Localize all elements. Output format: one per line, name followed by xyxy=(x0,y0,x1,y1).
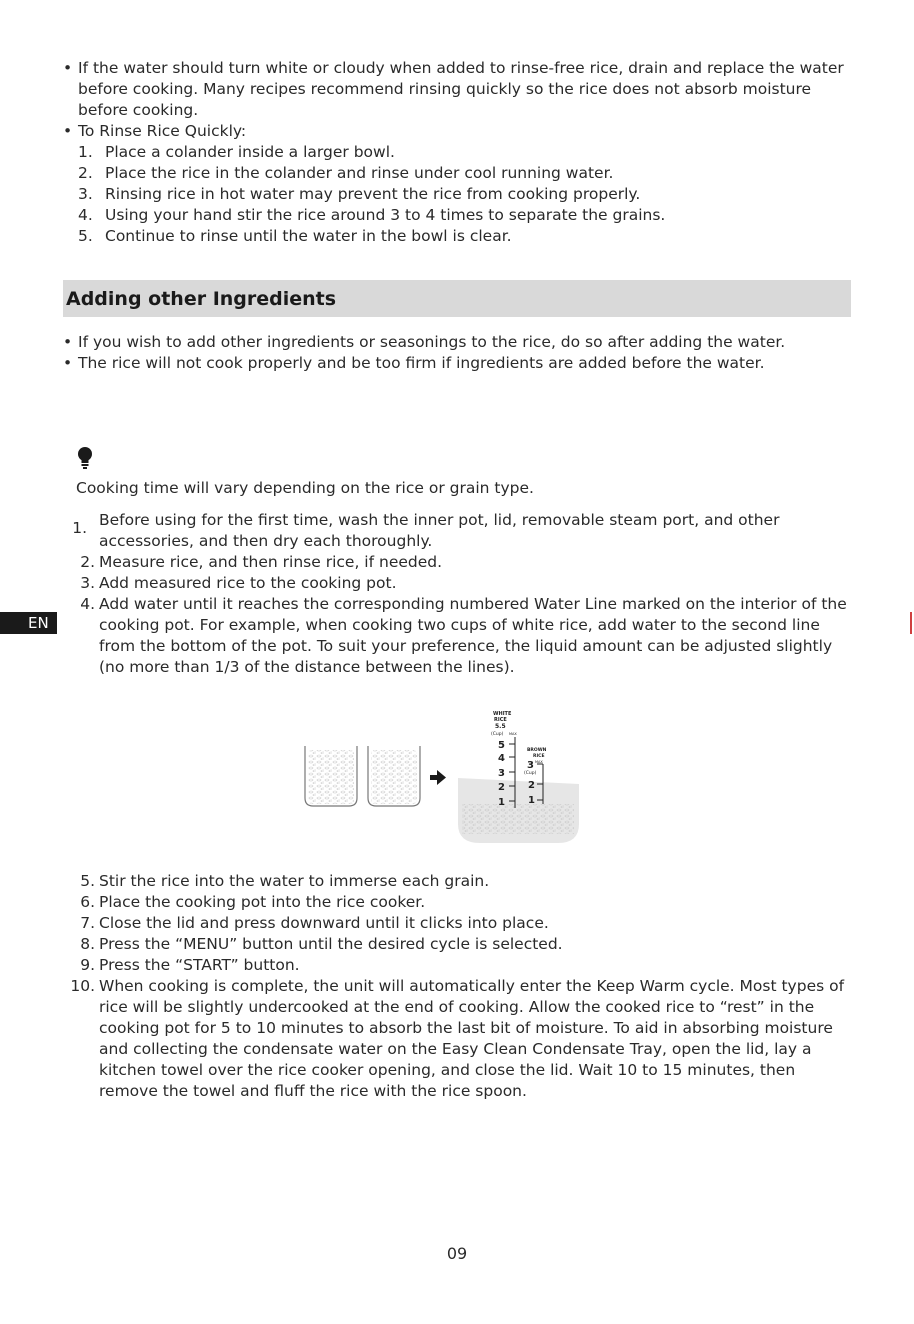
language-tab: EN xyxy=(0,612,57,634)
step-item: 7. Close the lid and press downward until it clicks into place. xyxy=(80,914,549,932)
steps-part-1 xyxy=(63,510,855,678)
rinse-bullet-1: • If the water should turn white or cloudy when added to rinse-free rice, drain and replace the water before cooking. Many recipes recommend rinsing quickly so the rice does not absorb moisture before cooking. xyxy=(63,59,844,119)
cooking-pot xyxy=(458,778,579,843)
brown-line-label: 2 xyxy=(528,780,535,791)
step-item: 1. Before using for the first time, wash the inner pot, lid, removable steam port, and other accessories, and then dry each thoroughly. xyxy=(72,511,780,550)
steps-part-2 xyxy=(63,871,855,1102)
white-max-value: 5.5 xyxy=(495,723,506,730)
step-item: 4. Add water until it reaches the corresponding numbered Water Line marked on the interior of the cooking pot. For example, when cooking two cups of white rice, add water to the second line from the bottom of the pot. To suit your preference, the liquid amount can be adjusted slightly (no more than 1/3 of the distance between the lines). xyxy=(80,595,847,676)
water-line-illustration xyxy=(300,706,585,848)
rinse-step: 1. Place a colander inside a larger bowl. xyxy=(78,143,395,161)
step-item: 9. Press the “START” button. xyxy=(80,956,300,974)
arrow-right-icon xyxy=(430,770,446,785)
rinse-section xyxy=(63,58,853,247)
white-line-label: 3 xyxy=(498,768,505,779)
ingredients-section xyxy=(63,332,853,374)
brown-line-label: 1 xyxy=(528,795,535,806)
white-cup-label: (Cup) xyxy=(491,732,504,737)
section-title: Adding other Ingredients xyxy=(66,288,337,310)
white-line-label: 1 xyxy=(498,797,505,808)
brown-max-value: 3 xyxy=(527,760,534,771)
white-rice-label-2: RICE xyxy=(494,717,507,723)
measuring-cup-icon xyxy=(368,746,420,806)
brown-rice-label-2: RICE xyxy=(533,754,545,759)
rinse-step: 2. Place the rice in the colander and rinse under cool running water. xyxy=(78,164,614,182)
step-item: 8. Press the “MENU” button until the desired cycle is selected. xyxy=(80,935,563,953)
rinse-step: 4. Using your hand stir the rice around 3 to 4 times to separate the grains. xyxy=(78,206,666,224)
ingredients-bullet-2: • The rice will not cook properly and be too firm if ingredients are added before the water. xyxy=(63,354,765,372)
tip-text: Cooking time will vary depending on the rice or grain type. xyxy=(76,479,534,497)
rinse-step: 5. Continue to rinse until the water in the bowl is clear. xyxy=(78,227,512,245)
page-number: 09 xyxy=(446,1244,468,1263)
rinse-bullet-2: • To Rinse Rice Quickly: xyxy=(63,122,247,140)
step-item: 10. When cooking is complete, the unit will automatically enter the Keep Warm cycle. Most types of rice will be slightly undercooked at the end of cooking. Allow the cooked rice to “rest” in the cooking pot for 5 to 10 minutes to absorb the last bit of moisture. To aid in absorbing moisture and collecting the condensate water on the Easy Clean Condensate Tray, open the lid, lay a kitchen towel over the rice cooker opening, and close the lid. Wait 10 to 15 minutes, then remove the towel and fluff the rice with the rice spoon. xyxy=(70,977,845,1100)
measuring-cup-icon xyxy=(305,746,357,806)
ingredients-bullet-1: • If you wish to add other ingredients or seasonings to the rice, do so after adding the water. xyxy=(63,333,786,351)
step-item: 6. Place the cooking pot into the rice cooker. xyxy=(80,893,426,911)
step-item: 2. Measure rice, and then rinse rice, if needed. xyxy=(80,553,443,571)
section-header xyxy=(63,280,851,317)
lightbulb-icon xyxy=(77,447,93,469)
white-line-label: 4 xyxy=(498,753,505,764)
edge-marker xyxy=(910,612,912,634)
step-item: 3. Add measured rice to the cooking pot. xyxy=(80,574,397,592)
brown-max-label: MAX xyxy=(535,760,543,764)
white-max-label: MAX xyxy=(509,732,517,736)
white-line-label: 2 xyxy=(498,782,505,793)
brown-cup-label: (Cup) xyxy=(524,771,537,776)
step-item: 5. Stir the rice into the water to immerse each grain. xyxy=(80,872,490,890)
rinse-step: 3. Rinsing rice in hot water may prevent the rice from cooking properly. xyxy=(78,185,641,203)
white-line-label: 5 xyxy=(498,740,505,751)
white-rice-label: WHITE xyxy=(493,711,512,717)
brown-rice-label: BROWN xyxy=(527,748,547,753)
